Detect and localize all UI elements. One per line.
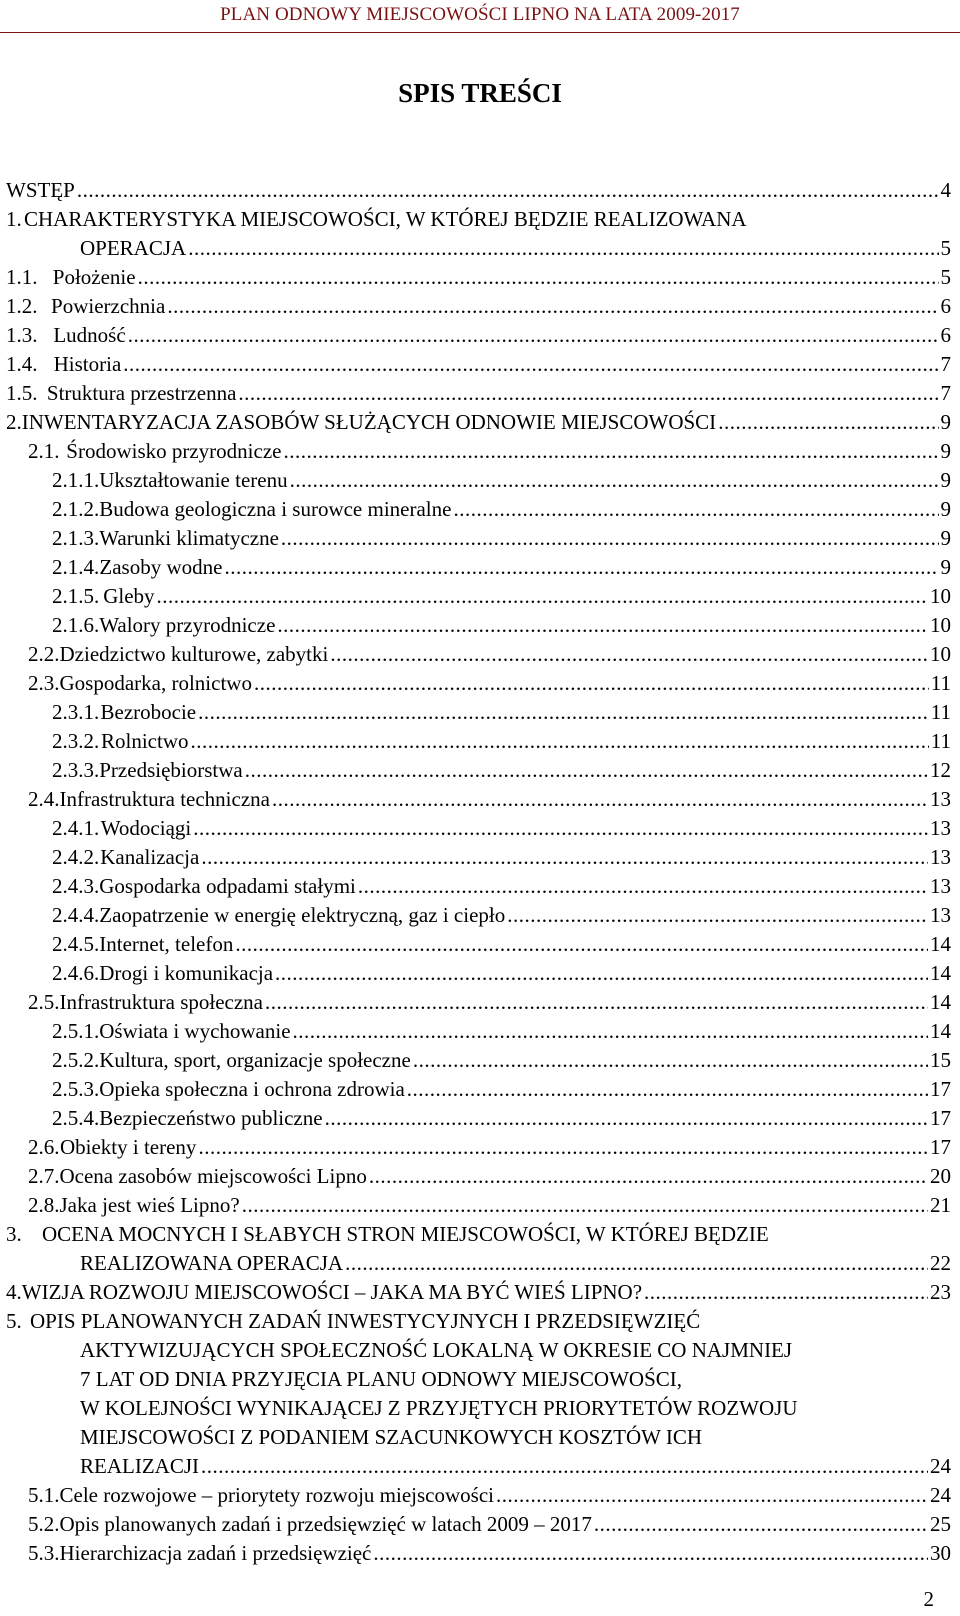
- toc-entry[interactable]: [6, 1220, 956, 1249]
- toc-entry-line: [80, 1249, 951, 1278]
- running-header: [0, 0, 960, 33]
- toc-entry-line: [80, 1394, 951, 1423]
- toc-entry-leader-dots: [245, 756, 928, 785]
- toc-entry-page: 24: [930, 1454, 951, 1478]
- toc-entry-number: 2.1.4.: [52, 555, 100, 579]
- toc-entry-title: WIZJA ROZWOJU MIEJSCOWOŚCI – JAKA MA BYĆ WIEŚ LIPNO?: [21, 1280, 643, 1304]
- toc-entry-title: W KOLEJNOŚCI WYNIKAJĄCEJ Z PRZYJĘTYCH PRIORYTETÓW ROZWOJU: [80, 1396, 798, 1420]
- toc-entry-page: 13: [930, 845, 951, 869]
- toc-entry-page: 24: [930, 1483, 951, 1507]
- toc-entry-line: [52, 582, 951, 611]
- toc-entry[interactable]: [6, 727, 956, 756]
- toc-entry-leader-dots: [123, 350, 938, 379]
- toc-entry-page: 9: [940, 439, 951, 463]
- toc-entry-line: [52, 727, 951, 756]
- toc-entry[interactable]: [6, 1481, 956, 1510]
- toc-entry[interactable]: [6, 785, 956, 814]
- toc-entry-number: 2.8.: [28, 1193, 60, 1217]
- toc-entry-number: 2.4.2.: [52, 845, 100, 869]
- toc-entry-title: Opieka społeczna i ochrona zdrowia: [99, 1077, 405, 1101]
- toc-entry-number: 1.1.: [6, 265, 38, 289]
- toc-entry-leader-dots: [167, 292, 938, 321]
- toc-entry-title: Gospodarka odpadami stałymi: [99, 874, 356, 898]
- toc-entry-number: 1.5.: [6, 381, 38, 405]
- toc-entry-line: [6, 350, 951, 379]
- toc-entry-page: 10: [930, 584, 951, 608]
- toc-entry-title: WSTĘP: [6, 178, 75, 202]
- toc-entry-title: Kultura, sport, organizacje społeczne: [99, 1048, 411, 1072]
- toc-entry-title: Struktura przestrzenna: [46, 381, 237, 405]
- toc-entry-number: 2.6.: [28, 1135, 60, 1159]
- toc-entry-number: 3.: [6, 1222, 22, 1246]
- toc-entry-page: 20: [930, 1164, 951, 1188]
- toc-entry-line: [6, 176, 951, 205]
- toc-entry-page: 11: [930, 729, 951, 753]
- toc-entry-leader-dots: [157, 582, 928, 611]
- toc-entry-line: [28, 437, 951, 466]
- toc-entry-leader-dots: [201, 1452, 928, 1481]
- toc-entry-title: REALIZACJI: [80, 1454, 199, 1478]
- toc-entry-page: 11: [930, 700, 951, 724]
- toc-entry-page: 25: [930, 1512, 951, 1536]
- toc-entry[interactable]: [6, 408, 956, 437]
- toc-entry-number: 2.5.: [28, 990, 60, 1014]
- toc-entry-line: [28, 669, 951, 698]
- toc-entry-title: Drogi i komunikacja: [99, 961, 274, 985]
- toc-entry-line: [6, 292, 951, 321]
- toc-entry-number: 2.4.3.: [52, 874, 100, 898]
- toc-entry-line: [6, 1307, 951, 1336]
- toc-entry-page: 9: [940, 410, 951, 434]
- toc-entry[interactable]: [6, 1394, 956, 1423]
- toc-entry-number: 2.3.: [28, 671, 60, 695]
- toc-entry-page: 17: [930, 1106, 951, 1130]
- toc-entry-leader-dots: [369, 1162, 928, 1191]
- toc-entry[interactable]: [6, 350, 956, 379]
- toc-entry-leader-dots: [254, 669, 929, 698]
- toc-entry[interactable]: [6, 1046, 956, 1075]
- table-of-contents: [6, 176, 956, 1568]
- toc-entry-page: 9: [940, 468, 951, 492]
- toc-entry-number: 2.1.6.: [52, 613, 100, 637]
- toc-entry-number: 2.3.2.: [52, 729, 100, 753]
- toc-entry-page: 9: [940, 555, 951, 579]
- toc-entry-number: 2.7.: [28, 1164, 60, 1188]
- toc-entry-line: [28, 1191, 951, 1220]
- toc-entry[interactable]: [6, 698, 956, 727]
- toc-entry-line: [52, 843, 951, 872]
- toc-entry-number: 2.1.2.: [52, 497, 100, 521]
- toc-entry[interactable]: [6, 582, 956, 611]
- toc-entry-page: 7: [940, 352, 951, 376]
- toc-entry-title: Hierarchizacja zadań i przedsięwzięć: [59, 1541, 372, 1565]
- toc-entry-page: 23: [930, 1280, 951, 1304]
- toc-entry-line: [6, 408, 951, 437]
- toc-entry-line: [28, 1481, 951, 1510]
- toc-entry-leader-dots: [198, 698, 929, 727]
- toc-entry-line: [6, 263, 951, 292]
- toc-entry[interactable]: [6, 1162, 956, 1191]
- toc-entry-line: [28, 640, 951, 669]
- toc-entry-page: 5: [940, 265, 951, 289]
- document-title: PLAN ODNOWY MIEJSCOWOŚCI LIPNO NA LATA 2009-2017: [220, 4, 740, 25]
- toc-entry-number: 2.4.5.: [52, 932, 100, 956]
- toc-entry-line: [80, 1423, 951, 1452]
- toc-entry-leader-dots: [138, 263, 939, 292]
- toc-entry[interactable]: [6, 437, 956, 466]
- toc-entry-title: Obiekty i tereny: [59, 1135, 197, 1159]
- toc-entry-page: 21: [930, 1193, 951, 1217]
- toc-entry-title: Kanalizacja: [100, 845, 200, 869]
- toc-entry-title: Ludność: [53, 323, 126, 347]
- toc-entry-leader-dots: [330, 640, 928, 669]
- toc-entry-title: REALIZOWANA OPERACJA: [80, 1251, 344, 1275]
- toc-entry-number: 5.: [6, 1309, 22, 1333]
- toc-entry-leader-dots: [453, 495, 938, 524]
- toc-entry[interactable]: [6, 1365, 956, 1394]
- toc-entry-title: Wodociągi: [100, 816, 192, 840]
- toc-entry-page: 13: [930, 874, 951, 898]
- toc-entry-title: Położenie: [52, 265, 136, 289]
- toc-entry[interactable]: [6, 1336, 956, 1365]
- toc-entry-line: [28, 1162, 951, 1191]
- toc-entry-line: [52, 1104, 951, 1133]
- toc-entry-leader-dots: [265, 988, 928, 1017]
- toc-entry-line: [52, 901, 951, 930]
- toc-entry-title: 7 LAT OD DNIA PRZYJĘCIA PLANU ODNOWY MIEJSCOWOŚCI,: [80, 1367, 683, 1391]
- toc-entry-leader-dots: [413, 1046, 928, 1075]
- toc-entry-page: 6: [940, 323, 951, 347]
- toc-entry-page: 17: [930, 1077, 951, 1101]
- toc-entry-title: Gospodarka, rolnictwo: [59, 671, 252, 695]
- toc-entry-number: 4.: [6, 1280, 22, 1304]
- toc-entry-title: OPERACJA: [80, 236, 187, 260]
- toc-entry[interactable]: [6, 321, 956, 350]
- toc-entry[interactable]: [6, 1075, 956, 1104]
- toc-entry-leader-dots: [224, 553, 938, 582]
- toc-entry-leader-dots: [188, 234, 938, 263]
- toc-entry-line: [52, 553, 951, 582]
- toc-entry-number: 1.: [6, 207, 22, 231]
- toc-entry-page: 30: [930, 1541, 951, 1565]
- toc-entry-number: 2.4.1.: [52, 816, 100, 840]
- toc-entry-number: 2.: [6, 410, 22, 434]
- toc-entry-line: [52, 959, 951, 988]
- toc-entry[interactable]: [6, 205, 956, 234]
- toc-entry-title: Powierzchnia: [51, 294, 166, 318]
- toc-entry[interactable]: [6, 1510, 956, 1539]
- toc-entry-leader-dots: [283, 437, 938, 466]
- toc-entry[interactable]: [6, 843, 956, 872]
- toc-entry[interactable]: [6, 379, 956, 408]
- toc-entry[interactable]: [6, 756, 956, 785]
- toc-entry-line: [52, 1046, 951, 1075]
- toc-entry-leader-dots: [718, 408, 938, 437]
- toc-entry-leader-dots: [242, 1191, 928, 1220]
- toc-entry-line: [28, 1539, 951, 1568]
- toc-entry-line: [52, 1075, 951, 1104]
- toc-entry-leader-dots: [272, 785, 928, 814]
- toc-entry[interactable]: [6, 495, 956, 524]
- toc-entry-number: 1.4.: [6, 352, 38, 376]
- toc-entry-page: 15: [930, 1048, 951, 1072]
- toc-entry-number: 2.1.5.: [52, 584, 100, 608]
- toc-entry-title: Infrastruktura społeczna: [59, 990, 263, 1014]
- toc-entry-leader-dots: [235, 930, 928, 959]
- toc-entry-leader-dots: [238, 379, 938, 408]
- toc-entry-number: 2.4.6.: [52, 961, 100, 985]
- toc-entry-line: [6, 321, 951, 350]
- toc-entry-title: Walory przyrodnicze: [99, 613, 276, 637]
- toc-entry[interactable]: [6, 1452, 956, 1481]
- toc-entry-line: [52, 756, 951, 785]
- page-number: 2: [923, 1587, 934, 1611]
- toc-entry-line: [28, 785, 951, 814]
- toc-entry-line: [52, 930, 951, 959]
- toc-entry-line: [28, 1133, 951, 1162]
- toc-entry-title: Historia: [53, 352, 122, 376]
- toc-entry-number: 2.1.: [28, 439, 60, 463]
- toc-entry-page: 7: [940, 381, 951, 405]
- toc-entry-leader-dots: [407, 1075, 928, 1104]
- toc-entry-number: 2.5.2.: [52, 1048, 100, 1072]
- toc-entry-leader-dots: [345, 1249, 928, 1278]
- toc-entry-leader-dots: [358, 872, 928, 901]
- toc-entry[interactable]: [6, 234, 956, 263]
- toc-entry-page: 9: [940, 497, 951, 521]
- toc-entry-title: CHARAKTERYSTYKA MIEJSCOWOŚCI, W KTÓREJ BĘDZIE REALIZOWANA: [24, 207, 747, 231]
- toc-entry-title: AKTYWIZUJĄCYCH SPOŁECZNOŚĆ LOKALNĄ W OKRESIE CO NAJMNIEJ: [80, 1338, 793, 1362]
- toc-entry-number: 2.4.: [28, 787, 60, 811]
- toc-entry-number: 2.5.3.: [52, 1077, 100, 1101]
- toc-entry-page: 10: [930, 613, 951, 637]
- toc-entry[interactable]: [6, 611, 956, 640]
- toc-entry-title: Internet, telefon: [99, 932, 234, 956]
- toc-entry-line: [52, 698, 951, 727]
- toc-entry-page: 13: [930, 787, 951, 811]
- toc-entry-leader-dots: [281, 524, 939, 553]
- toc-entry-leader-dots: [77, 176, 939, 205]
- toc-entry[interactable]: [6, 1249, 956, 1278]
- toc-entry-page: 14: [930, 932, 951, 956]
- toc-entry-leader-dots: [191, 727, 929, 756]
- toc-entry-line: [52, 1017, 951, 1046]
- toc-entry-leader-dots: [201, 843, 928, 872]
- toc-entry[interactable]: [6, 640, 956, 669]
- toc-entry-title: Ocena zasobów miejscowości Lipno: [59, 1164, 367, 1188]
- toc-entry-leader-dots: [507, 901, 928, 930]
- toc-entry-title: Zasoby wodne: [99, 555, 223, 579]
- toc-entry[interactable]: [6, 292, 956, 321]
- toc-entry-title: Warunki klimatyczne: [99, 526, 279, 550]
- toc-entry-leader-dots: [594, 1510, 928, 1539]
- toc-entry-line: [28, 988, 951, 1017]
- toc-entry[interactable]: [6, 1278, 956, 1307]
- toc-entry-title: INWENTARYZACJA ZASOBÓW SŁUŻĄCYCH ODNOWIE MIEJSCOWOŚCI: [21, 410, 717, 434]
- toc-entry-line: [6, 205, 951, 234]
- toc-entry-number: 1.3.: [6, 323, 38, 347]
- toc-entry-page: 14: [930, 961, 951, 985]
- toc-entry-line: [52, 611, 951, 640]
- toc-entry-number: 1.2.: [6, 294, 38, 318]
- toc-entry[interactable]: [6, 1423, 956, 1452]
- toc-entry-leader-dots: [290, 466, 939, 495]
- toc-entry-number: 5.3.: [28, 1541, 60, 1565]
- toc-entry[interactable]: [6, 1133, 956, 1162]
- toc-entry[interactable]: [6, 176, 956, 205]
- toc-entry-page: 13: [930, 903, 951, 927]
- toc-entry-title: Ukształtowanie terenu: [99, 468, 288, 492]
- toc-entry-title: Zaopatrzenie w energię elektryczną, gaz i ciepło: [99, 903, 506, 927]
- toc-entry-title: Opis planowanych zadań i przedsięwzięć w latach 2009 – 2017: [59, 1512, 592, 1536]
- toc-entry[interactable]: [6, 1539, 956, 1568]
- toc-entry-title: Gleby: [103, 584, 155, 608]
- toc-entry-line: [6, 1278, 951, 1307]
- toc-entry-leader-dots: [644, 1278, 928, 1307]
- toc-entry-page: 11: [930, 671, 951, 695]
- page-title: SPIS TREŚCI: [398, 78, 562, 108]
- toc-entry[interactable]: [6, 1017, 956, 1046]
- toc-entry-line: [6, 379, 951, 408]
- toc-entry[interactable]: [6, 988, 956, 1017]
- toc-entry-line: [80, 1452, 951, 1481]
- toc-entry-title: Cele rozwojowe – priorytety rozwoju miejscowości: [59, 1483, 494, 1507]
- toc-entry-page: 14: [930, 1019, 951, 1043]
- toc-entry-leader-dots: [277, 611, 928, 640]
- toc-entry-page: 12: [930, 758, 951, 782]
- toc-entry-number: 2.4.4.: [52, 903, 100, 927]
- toc-entry[interactable]: [6, 814, 956, 843]
- toc-entry-line: [52, 872, 951, 901]
- toc-entry-title: Oświata i wychowanie: [99, 1019, 291, 1043]
- toc-entry[interactable]: [6, 901, 956, 930]
- toc-entry-title: MIEJSCOWOŚCI Z PODANIEM SZACUNKOWYCH KOSZTÓW ICH: [80, 1425, 703, 1449]
- toc-entry-title: Jaka jest wieś Lipno?: [59, 1193, 240, 1217]
- toc-entry-line: [52, 524, 951, 553]
- toc-entry[interactable]: [6, 1104, 956, 1133]
- toc-entry[interactable]: [6, 872, 956, 901]
- toc-entry-number: 2.3.3.: [52, 758, 100, 782]
- toc-entry-leader-dots: [373, 1539, 928, 1568]
- toc-entry-title: Infrastruktura techniczna: [59, 787, 270, 811]
- toc-entry[interactable]: [6, 524, 956, 553]
- toc-entry-line: [80, 234, 951, 263]
- toc-entry-leader-dots: [325, 1104, 928, 1133]
- toc-entry-number: 2.1.1.: [52, 468, 100, 492]
- toc-entry-line: [52, 466, 951, 495]
- toc-entry-line: [80, 1336, 951, 1365]
- toc-entry-number: 5.1.: [28, 1483, 60, 1507]
- toc-entry-leader-dots: [496, 1481, 928, 1510]
- toc-entry-leader-dots: [198, 1133, 928, 1162]
- toc-entry-leader-dots: [293, 1017, 928, 1046]
- toc-entry-line: [80, 1365, 951, 1394]
- toc-entry-title: Przedsiębiorstwa: [99, 758, 243, 782]
- toc-entry-title: OCENA MOCNYCH I SŁABYCH STRON MIEJSCOWOŚCI, W KTÓREJ BĘDZIE: [42, 1222, 769, 1246]
- toc-entry-title: Rolnictwo: [101, 729, 189, 753]
- toc-entry-line: [52, 495, 951, 524]
- toc-entry-title: Środowisko przyrodnicze: [66, 439, 282, 463]
- toc-entry[interactable]: [6, 959, 956, 988]
- toc-entry-page: 22: [930, 1251, 951, 1275]
- toc-entry-page: 17: [930, 1135, 951, 1159]
- toc-entry[interactable]: [6, 263, 956, 292]
- toc-entry-number: 2.5.4.: [52, 1106, 100, 1130]
- toc-entry-title: OPIS PLANOWANYCH ZADAŃ INWESTYCYJNYCH I PRZEDSIĘWZIĘĆ: [30, 1309, 701, 1333]
- toc-entry-page: 9: [940, 526, 951, 550]
- toc-entry-number: 5.2.: [28, 1512, 60, 1536]
- toc-entry-title: Budowa geologiczna i surowce mineralne: [99, 497, 452, 521]
- toc-entry-number: 2.3.1.: [52, 700, 100, 724]
- toc-entry-page: 14: [930, 990, 951, 1014]
- toc-entry[interactable]: [6, 669, 956, 698]
- toc-entry-line: [52, 814, 951, 843]
- toc-entry-page: 13: [930, 816, 951, 840]
- toc-entry-title: Dziedzictwo kulturowe, zabytki: [59, 642, 329, 666]
- toc-entry-page: 10: [930, 642, 951, 666]
- toc-entry-line: [28, 1510, 951, 1539]
- toc-entry-line: [6, 1220, 951, 1249]
- toc-entry-page: 4: [940, 178, 951, 202]
- toc-entry-title: Bezrobocie: [100, 700, 197, 724]
- toc-entry-leader-dots: [128, 321, 939, 350]
- toc-entry-number: 2.5.1.: [52, 1019, 100, 1043]
- toc-entry-leader-dots: [193, 814, 928, 843]
- toc-entry-page: 6: [940, 294, 951, 318]
- toc-entry[interactable]: [6, 1307, 956, 1336]
- toc-entry[interactable]: [6, 930, 956, 959]
- toc-entry-title: Bezpieczeństwo publiczne: [99, 1106, 323, 1130]
- toc-entry[interactable]: [6, 466, 956, 495]
- toc-entry-page: 5: [940, 236, 951, 260]
- toc-entry-number: 2.1.3.: [52, 526, 100, 550]
- toc-entry[interactable]: [6, 1191, 956, 1220]
- toc-entry-number: 2.2.: [28, 642, 60, 666]
- toc-entry[interactable]: [6, 553, 956, 582]
- toc-entry-leader-dots: [275, 959, 928, 988]
